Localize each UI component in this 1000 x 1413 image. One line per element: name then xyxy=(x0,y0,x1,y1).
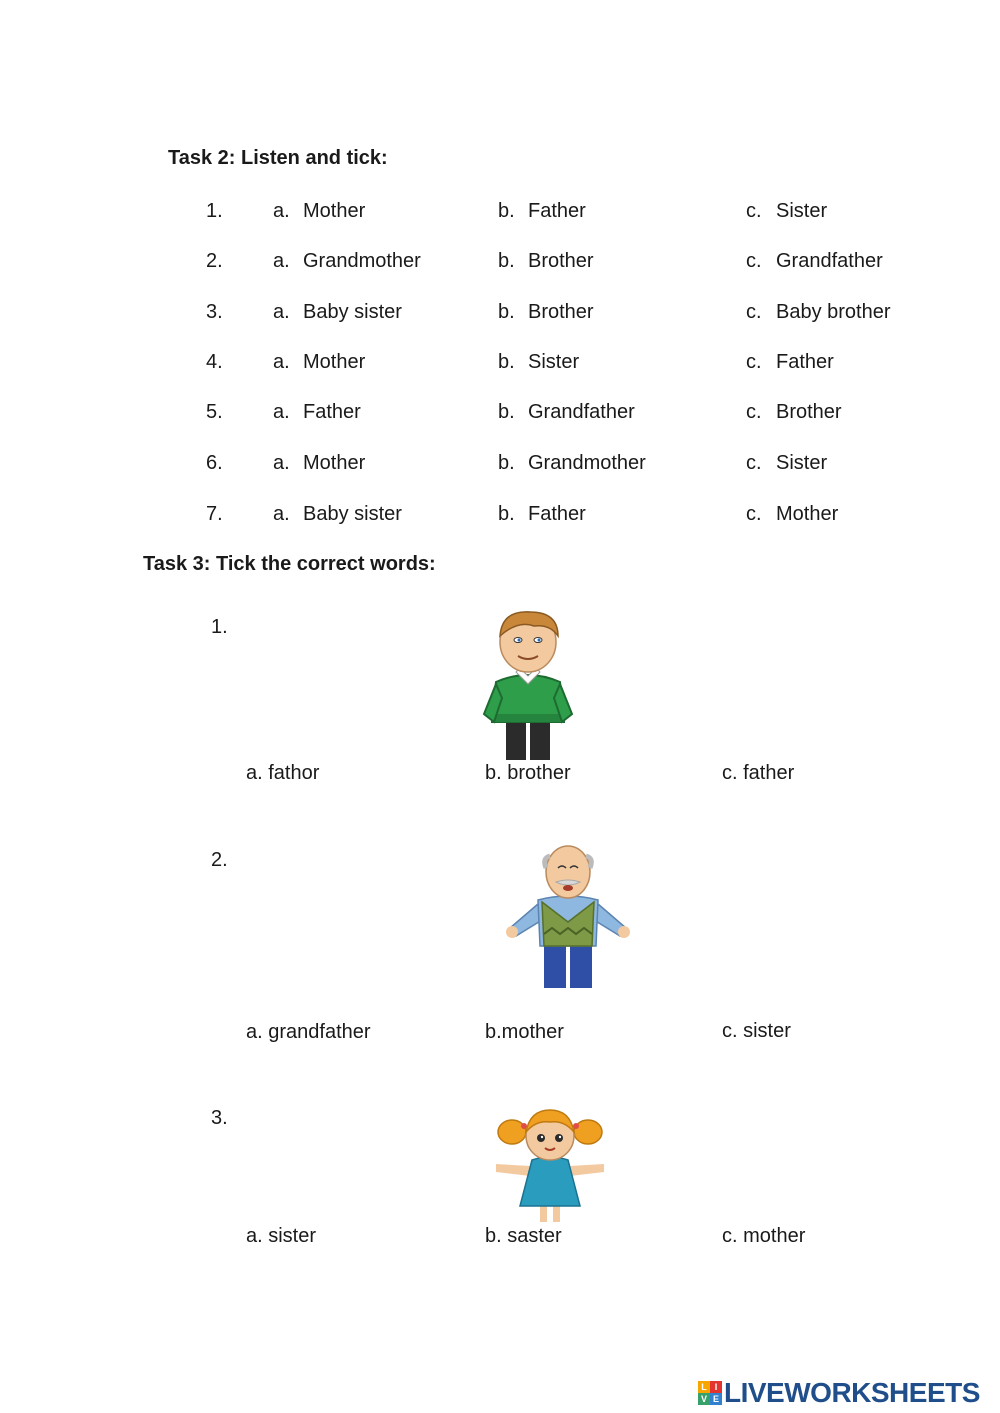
task2-option-letter: b. xyxy=(498,250,515,272)
task2-option-c[interactable]: Sister xyxy=(776,200,828,222)
task2-option-a[interactable]: Father xyxy=(303,401,361,423)
task2-option-b[interactable]: Father xyxy=(528,503,586,525)
liveworksheets-logo[interactable] xyxy=(698,1376,980,1410)
task2-option-letter: c. xyxy=(746,301,762,323)
task2-option-a[interactable]: Grandmother xyxy=(303,250,421,272)
task2-option-letter: a. xyxy=(273,351,290,373)
task2-row-number: 2. xyxy=(206,250,223,272)
task2-option-letter: a. xyxy=(273,250,290,272)
task2-row-number: 4. xyxy=(206,351,223,373)
task2-heading: Task 2: Listen and tick: xyxy=(168,147,388,169)
logo-text: LIVEWORKSHEETS xyxy=(724,1377,980,1408)
father-illustration xyxy=(478,606,578,762)
logo-mark-icon xyxy=(698,1381,722,1405)
task2-row-number: 5. xyxy=(206,401,223,423)
task2-row-number: 1. xyxy=(206,200,223,222)
task3-option-a[interactable]: a. sister xyxy=(246,1225,317,1247)
task3-item-number: 3. xyxy=(211,1107,228,1129)
task3-item-number: 2. xyxy=(211,849,228,871)
task2-option-letter: c. xyxy=(746,250,762,272)
girl-illustration xyxy=(490,1102,610,1224)
task2-option-b[interactable]: Grandmother xyxy=(528,452,646,474)
task2-option-letter: a. xyxy=(273,452,290,474)
task2-option-b[interactable]: Brother xyxy=(528,250,594,272)
task3-option-a[interactable]: a. fathor xyxy=(246,762,320,784)
task3-heading: Task 3: Tick the correct words: xyxy=(143,553,436,575)
task2-option-letter: b. xyxy=(498,351,515,373)
logo-mark-letter: V xyxy=(698,1393,710,1405)
task3-option-b[interactable]: b.mother xyxy=(485,1021,564,1043)
task2-option-letter: b. xyxy=(498,401,515,423)
task2-option-letter: c. xyxy=(746,503,762,525)
task2-row-number: 3. xyxy=(206,301,223,323)
task3-option-c[interactable]: c. sister xyxy=(722,1020,791,1042)
task3-option-b[interactable]: b. saster xyxy=(485,1225,562,1247)
task2-option-b[interactable]: Sister xyxy=(528,351,580,373)
task2-option-c[interactable]: Brother xyxy=(776,401,842,423)
task2-option-a[interactable]: Mother xyxy=(303,452,366,474)
task2-option-letter: a. xyxy=(273,301,290,323)
task2-option-c[interactable]: Sister xyxy=(776,452,828,474)
task2-option-b[interactable]: Grandfather xyxy=(528,401,635,423)
task3-option-a[interactable]: a. grandfather xyxy=(246,1021,371,1043)
task2-option-b[interactable]: Brother xyxy=(528,301,594,323)
task2-option-letter: b. xyxy=(498,503,515,525)
task2-option-letter: c. xyxy=(746,452,762,474)
task2-option-letter: b. xyxy=(498,301,515,323)
task2-option-a[interactable]: Mother xyxy=(303,351,366,373)
task2-option-letter: c. xyxy=(746,351,762,373)
task2-option-letter: c. xyxy=(746,200,762,222)
logo-mark-letter: I xyxy=(710,1381,722,1393)
grandfather-illustration xyxy=(502,842,634,990)
task2-option-letter: a. xyxy=(273,401,290,423)
task2-option-c[interactable]: Baby brother xyxy=(776,301,891,323)
task2-option-c[interactable]: Father xyxy=(776,351,834,373)
task2-option-a[interactable]: Mother xyxy=(303,200,366,222)
task2-option-letter: b. xyxy=(498,200,515,222)
task2-row-number: 6. xyxy=(206,452,223,474)
task3-option-b[interactable]: b. brother xyxy=(485,762,571,784)
task3-item-number: 1. xyxy=(211,616,228,638)
task2-option-letter: a. xyxy=(273,503,290,525)
task2-option-c[interactable]: Mother xyxy=(776,503,839,525)
logo-mark-letter: L xyxy=(698,1381,710,1393)
task2-row-number: 7. xyxy=(206,503,223,525)
task2-option-letter: c. xyxy=(746,401,762,423)
task2-option-c[interactable]: Grandfather xyxy=(776,250,883,272)
task2-option-a[interactable]: Baby sister xyxy=(303,301,402,323)
task3-option-c[interactable]: c. father xyxy=(722,762,795,784)
task2-option-letter: a. xyxy=(273,200,290,222)
task2-option-letter: b. xyxy=(498,452,515,474)
logo-mark-letter: E xyxy=(710,1393,722,1405)
task3-option-c[interactable]: c. mother xyxy=(722,1225,806,1247)
task2-option-a[interactable]: Baby sister xyxy=(303,503,402,525)
task2-option-b[interactable]: Father xyxy=(528,200,586,222)
